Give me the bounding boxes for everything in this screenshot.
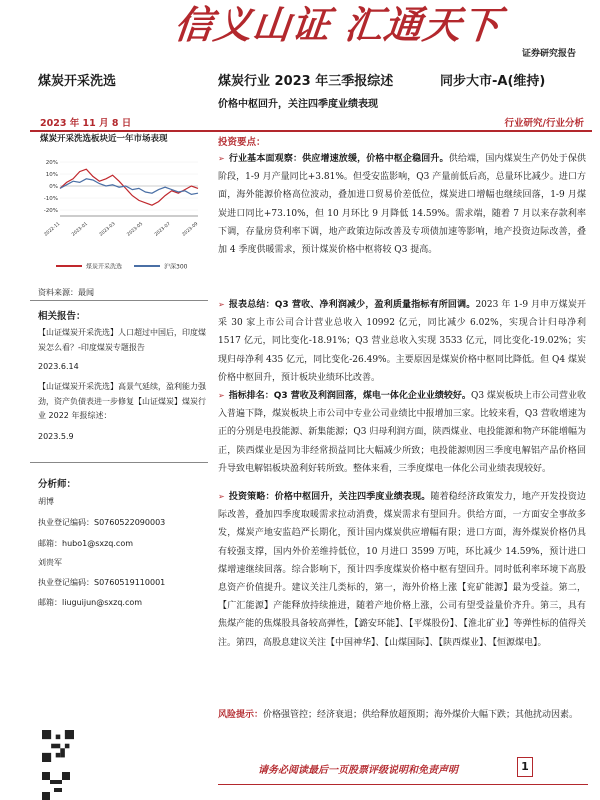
y-tick-label: 20% [45,160,58,166]
slogan: 信义山证 汇通天下 [172,2,504,47]
analyst-cert: 执业登记编码：S0760519110001 [38,578,166,587]
paragraph-lead: 报表总结：Q3 营收、净利润减少，盈利质量指标有所回调。 [228,300,476,310]
paragraph-body: 随着稳经济政策发力，地产开发投资边际改善，叠加四季度取暖需求拉动消费，煤炭需求有望回升。供给方面，一方面安全事故多发，煤炭产地安监趋严长期化，预计国内煤炭供应增幅有限；进口方面，海外煤炭价格仍具有较强支撑，国内外价差维持低位，10 月进口 3599 万吨，环比减少 14.59%，预计进口煤增速继续回落。综合影响下，预计四季度煤炭价格中枢有望回升。同时低利率环境下高股息资产价值提升。建议关注几类标的，第一，海外价格上涨【兖矿能源】最为受益。第二，【广汇能源】产能释放持续推进，随着产地价格上涨，公司有望受益量价齐升。第三，具有焦煤产能的焦煤股具备较高弹性，【潞安环能】、【平煤股份】、【淮北矿业】等弹性标的值得关注。第四，高股息建议关注【中国神华】、【山煤国际】、【陕西煤业】、【恒源煤电】。 [218,492,586,648]
analyst-email[interactable]: 邮箱：hubo1@sxzq.com [38,539,134,548]
date-bar [30,114,592,132]
risk-warning [218,706,586,724]
related-report-2-date: 2023.5.9 [38,432,74,441]
bullet-icon: ➢ [218,492,225,501]
x-tick-label: 2023-01 [71,221,89,238]
bullet-icon: ➢ [218,391,225,400]
related-report-2[interactable]: 【山证煤炭开采洗选】高景气延续，盈利能力强劲，资产负债表进一步修复【山证煤炭】煤炭行业 2022 年报综述： [38,382,206,420]
disclaimer: 请务必阅读最后一页股票评级说明和免责声明 [258,765,458,776]
risk-lead: 风险提示： [218,710,264,720]
related-reports-heading: 相关报告： [38,311,86,322]
related-report-1[interactable]: 【山证煤炭开采洗选】人口超过中国后，印度煤炭怎么看？-印度煤炭专题报告 [38,328,206,352]
x-tick-label: 2023-03 [98,221,117,238]
report-category: 行业研究/行业分析 [504,118,584,129]
x-tick-label: 2023-05 [126,221,145,238]
bullet-icon: ➢ [218,300,225,309]
risk-body: 价格强管控；经济衰退；供给释放超预期；海外煤价大幅下跌；其他扰动因素。 [263,710,579,720]
paragraph-lead: 指标排名：Q3 营收及利润回落，煤电一体化企业业绩较好。 [228,391,471,401]
x-tick-label: 2022-11 [43,221,62,238]
paragraph-rankings [218,387,586,478]
paragraph-body: 2023 年 1-9 月申万煤炭开采 30 家上市公司合计营业总收入 10992 亿元，同比减少 6.02%，实现合计归母净利 1517 亿元，同比变化-18.91%；Q3 营业总收入实现 3533 亿元，同比变化-19.02%；实现归母净利 435 亿元，同比变化-26.49%。主要原因是煤炭价格中枢同比降低。但 Q4 煤炭价格中枢回升，预计板块业绩环比改善。 [218,300,586,383]
y-tick-label: -20% [43,208,58,214]
paragraph-financials [218,296,586,387]
x-tick-label: 2023-07 [154,221,172,238]
analyst-name: 刘贵军 [38,558,62,567]
paragraph-lead: 投资策略：价格中枢回升，关注四季度业绩表现。 [228,492,431,502]
chart-source: 资料来源：最闻 [38,288,94,297]
report-tag: 证券研究报告 [522,49,577,59]
y-tick-label: -10% [43,196,58,202]
analyst-cert: 执业登记编码：S0760522090003 [38,518,166,527]
paragraph-fundamentals [218,150,586,259]
analysts-heading: 分析师： [38,479,77,490]
chart-title: 煤炭开采洗选板块近一年市场表现 [40,134,168,144]
report-subtitle: 价格中枢回升，关注四季度业绩表现 [218,99,378,110]
paragraph-strategy [218,488,586,652]
paragraph-body: 供给端，国内煤炭生产仍处于保供阶段，1-9 月产量同比+3.81%。但受安监影响，Q3 产量前低后高，总量环比减少。进口方面，海外能源价格高位波动，叠加进口贸易价差低位，煤炭进口增幅也继续回落，1-9 月煤炭进口同比+73.10%，但 10 月环比 9 月降低 14.59%。需求端，随着 7 月以来存款利率下调，存量房贷利率下调，地产政策边际改善及专项债加速等影响，地产投资边际改善，叠加 4 季度供暖需求，预计煤炭价格中枢将较 Q3 提高。 [218,154,586,256]
analyst-email[interactable]: 邮箱：liuguijun@sxzq.com [38,598,143,607]
investment-highlights-heading: 投资要点： [218,137,266,148]
sector-name: 煤炭开采洗选 [38,74,117,89]
rating: 同步大市-A(维持) [440,74,546,89]
paragraph-body: Q3 煤炭板块上市公司营业收入普遍下降，煤炭板块上市公司中专业公司业绩比中报增加三家。比较来看，Q3 营收增速为正的分别是电投能源、新集能源；Q3 归母利润方面，陕西煤业、电投能源和物产环能增幅为正，陕西煤业是因为非经常损益同比大幅减少所致；电投能源则因三季度电解铝产品价格回升导致电解铝板块盈利好转所致。整体来看，三季度煤电一体化公司业绩表现较好。 [218,391,586,474]
report-title: 煤炭行业 2023 年三季报综述 [218,74,394,89]
y-tick-label: 0% [49,184,58,190]
analyst-name: 胡博 [38,497,54,506]
legend-label: 沪深300 [164,263,188,271]
footer [0,752,600,800]
page-number: 1 [517,757,533,777]
related-report-1-date: 2023.6.14 [38,362,79,371]
paragraph-lead: 行业基本面观察：供应增速放缓，价格中枢企稳回升。 [228,154,449,164]
divider [30,300,208,301]
footer-line [218,784,588,785]
bullet-icon: ➢ [218,154,225,163]
legend-label: 煤炭开采洗选 [86,263,123,271]
banner [0,0,600,62]
report-date: 2023 年 11 月 8 日 [40,118,132,129]
x-tick-label: 2023-09 [181,221,200,238]
divider [30,462,208,463]
market-performance-chart [36,148,206,278]
y-tick-label: 10% [45,172,58,178]
